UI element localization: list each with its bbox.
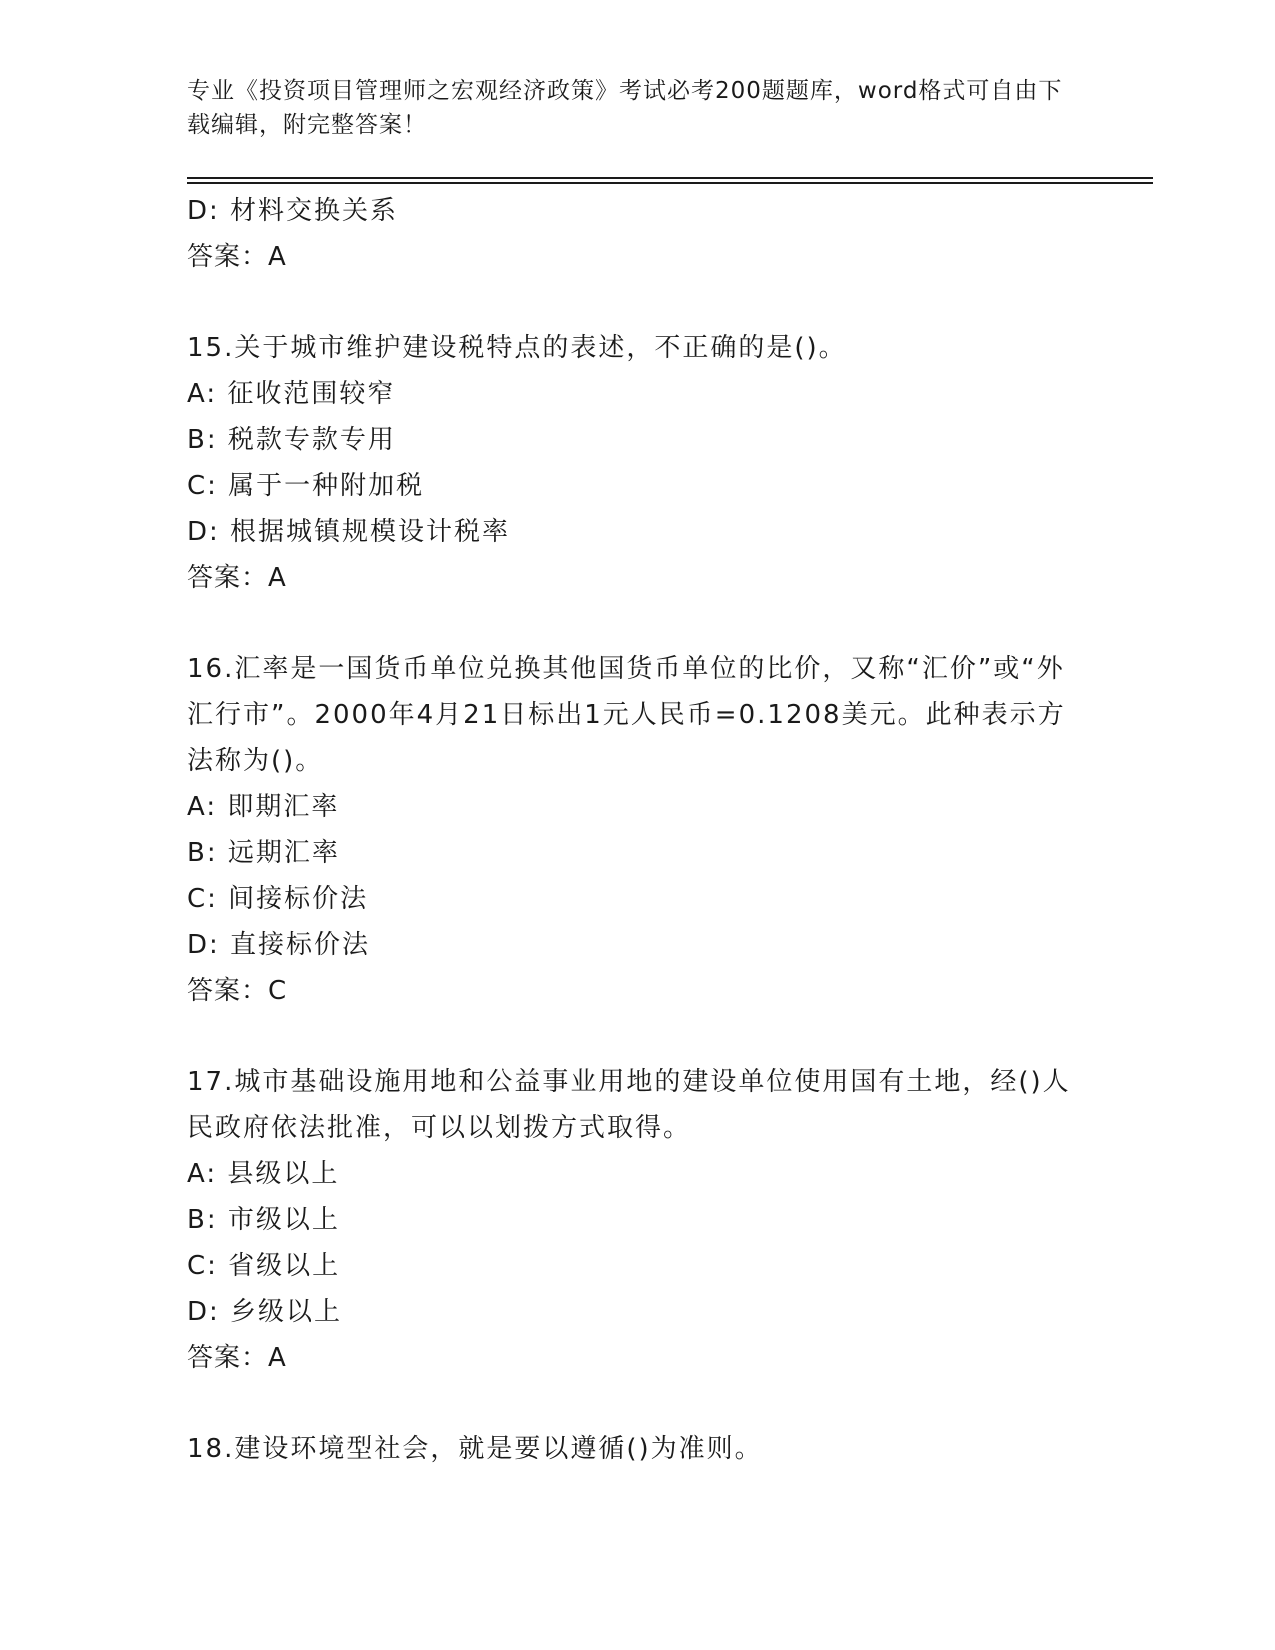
question-16 (187, 646, 1087, 1014)
spacer (187, 280, 1087, 325)
option-d: D: 乡级以上 (187, 1297, 343, 1327)
option-b: B: 市级以上 (187, 1205, 340, 1235)
option-b: B: 远期汇率 (187, 838, 340, 868)
answer: 答案：A (187, 242, 287, 272)
option-d: D: 根据城镇规模设计税率 (187, 517, 511, 547)
option-c: C: 省级以上 (187, 1251, 341, 1281)
question-stem: 17.城市基础设施用地和公益事业用地的建设单位使用国有土地，经()人民政府依法批准，可以以划拨方式取得。 (187, 1067, 1071, 1143)
answer: 答案：C (187, 976, 288, 1006)
option-a: A: 县级以上 (187, 1159, 340, 1189)
question-18 (187, 1426, 1087, 1472)
option-d: D: 材料交换关系 (187, 196, 399, 226)
document-header: 专业《投资项目管理师之宏观经济政策》考试必考200题题库，word格式可自由下载编辑，附完整答案！ (187, 78, 1063, 138)
question-list (187, 188, 1087, 1472)
spacer (187, 1014, 1087, 1059)
option-b: B: 税款专款专用 (187, 425, 396, 455)
option-a: A: 征收范围较窄 (187, 379, 396, 409)
spacer (187, 601, 1087, 646)
header-rule-bottom (187, 182, 1153, 184)
question-stem: 16.汇率是一国货币单位兑换其他国货币单位的比价，又称“汇价”或“外汇行市”。2000年4月21日标出1元人民币=0.1208美元。此种表示方法称为()。 (187, 654, 1066, 776)
option-d: D: 直接标价法 (187, 930, 371, 960)
answer: 答案：A (187, 1343, 287, 1373)
question-15 (187, 325, 1087, 601)
option-c: C: 间接标价法 (187, 884, 369, 914)
option-c: C: 属于一种附加税 (187, 471, 425, 501)
header-rule-top (187, 177, 1153, 179)
spacer (187, 1381, 1087, 1426)
question-17 (187, 1059, 1087, 1381)
answer: 答案：A (187, 563, 287, 593)
option-a: A: 即期汇率 (187, 792, 340, 822)
question-stem: 15.关于城市维护建设税特点的表述，不正确的是()。 (187, 333, 847, 363)
question-stem: 18.建设环境型社会，就是要以遵循()为准则。 (187, 1434, 763, 1464)
